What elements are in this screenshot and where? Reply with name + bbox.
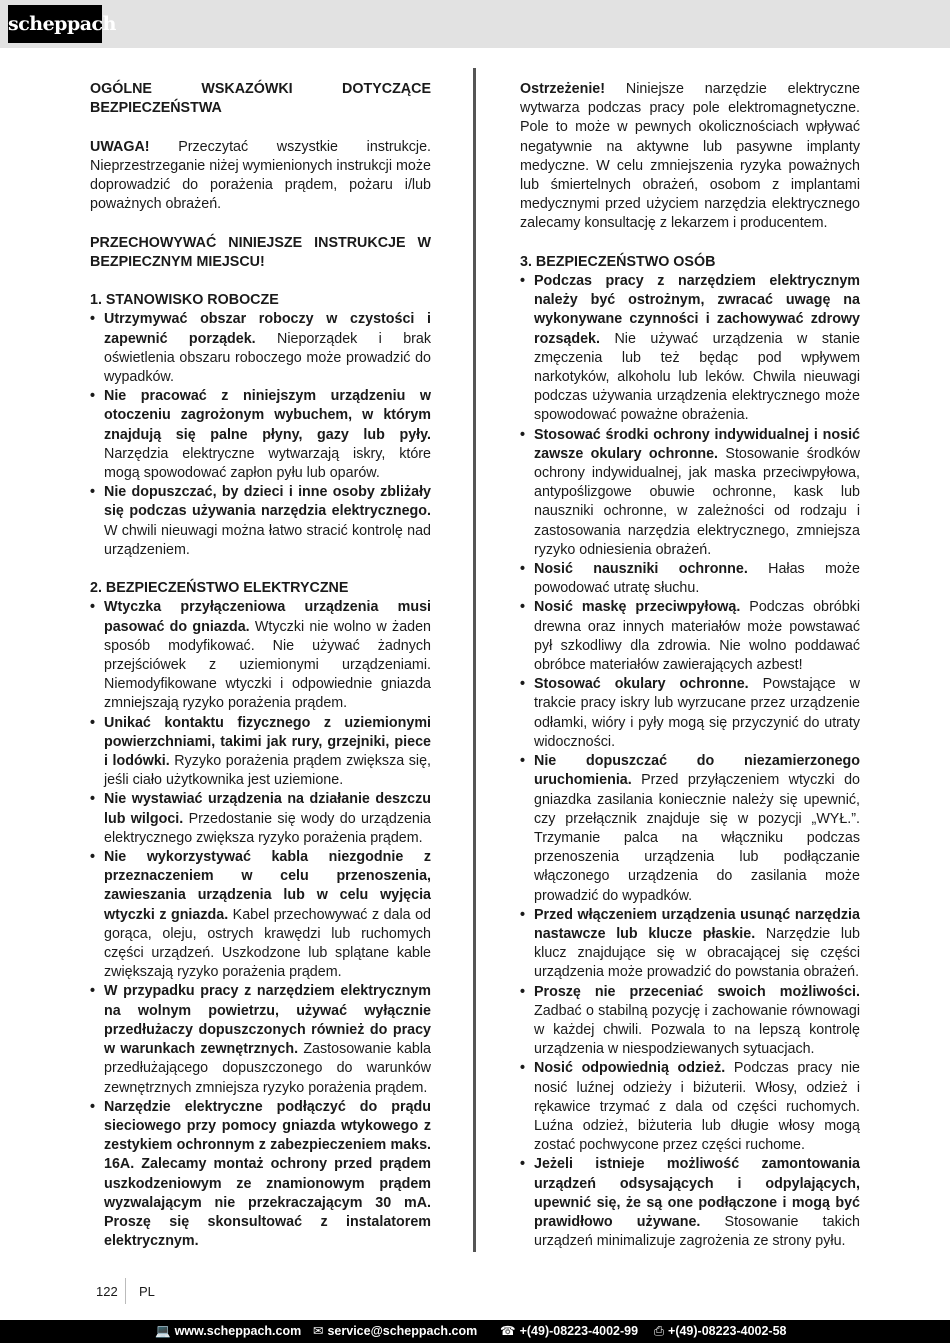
bullet-body-text: Narzędzia elektryczne wytwarzają iskry, które mogą spowodować zapłon pyłu lub oparów. — [104, 445, 431, 482]
bullet-dot: • — [520, 676, 526, 693]
language-code: PL — [139, 1284, 155, 1299]
footer-bar — [0, 1320, 950, 1343]
footer-phone — [500, 1320, 638, 1343]
section-3-title: 3. BEZPIECZEŃSTWO OSÓB — [520, 253, 716, 270]
uwaga-text: Przeczytać wszystkie instrukcje. Nieprzestrzeganie niżej wymienionych instrukcji może doprowadzić do porażenia prądem, pożaru i/lub poważnych obrażeń. — [90, 138, 431, 213]
bullet-item — [90, 1098, 431, 1252]
bullet-bold-text: Jeżeli istnieje możliwość zamontowania urządzeń odsysających i odpylających, upewnić się, że są one podłączone i mogą być prawidłowo używane. — [534, 1156, 860, 1230]
bullet-item — [90, 598, 431, 713]
bullet-body-text: Zadbać o stabilną pozycję i zachowanie równowagi w każdej chwili. Pozwala to na lepszą kontrolę urządzenia w niespodziewanych sytuacjach. — [534, 1002, 860, 1058]
bullet-bold-text: Nie wystawiać urządzenia na działanie deszczu lub wilgoci. — [104, 791, 431, 827]
bullet-item — [520, 272, 860, 426]
bullet-dot: • — [90, 714, 96, 731]
bullet-bold-text: Stosować środki ochrony indywidualnej i nosić zawsze okulary ochronne. — [534, 426, 860, 462]
bullet-body-text: Kabel przechowywać z dala od gorąca, oleju, ostrych krawędzi lub ruchomych części urządzeń. Uszkodzone lub splątane kable zwiększają ryzyko porażenia prądem. — [104, 906, 431, 981]
bullet-dot: • — [90, 983, 96, 1000]
fax-icon: ⎙ — [654, 1324, 665, 1338]
section-1-title: 1. STANOWISKO ROBOCZE — [90, 292, 279, 309]
bullet-dot: • — [520, 599, 526, 616]
keep-instructions-heading: PRZECHOWYWAĆ NINIEJSZE INSTRUKCJE W BEZPIECZNYM MIEJSCU! — [90, 234, 431, 270]
bullet-dot: • — [520, 1156, 526, 1173]
bullet-dot: • — [520, 906, 526, 923]
warning-text: Niniejsze narzędzie elektryczne wytwarza podczas pracy pole elektromagnetyczne. Pole to może w pewnych okolicznościach wpływać negatywnie na aktywne lub pasywne implanty medyczne. W celu zmniejszenia ryzyka poważnych lub śmiertelnych obrażeń, osobom z implantami medycznymi przed użyciem narzędzia elektrycznego zalecamy konsultację z lekarzem i producentem. — [520, 81, 860, 232]
bullet-item — [520, 598, 860, 675]
bullet-body-text: Powstające w trakcie pracy iskry lub wyrzucane przez urządzenie odłamki, wióry i pyły mogą się przyczynić do utraty widoczności. — [534, 676, 860, 750]
bullet-item — [520, 906, 860, 983]
bullet-bold-text: Przed włączeniem urządzenia usunąć narzędzia nastawcze lub klucze płaskie. — [534, 906, 860, 942]
bullet-bold-text: Podczas pracy z narzędziem elektrycznym należy być ostrożnym, zwracać uwagę na wykonywane czynności i zachowywać zdrowy rozsądek. — [534, 273, 860, 347]
bullet-dot: • — [520, 426, 526, 443]
section-2-title: 2. BEZPIECZEŃSTWO ELEKTRYCZNE — [90, 580, 349, 597]
bullet-bold-text: W przypadku pracy z narzędziem elektrycznym na wolnym powietrzu, używać wyłącznie przedłużaczy dopuszczonych również do pracy w warunkach zewnętrznych. — [104, 983, 431, 1058]
left-column — [90, 80, 431, 1251]
column-divider — [473, 68, 476, 1252]
envelope-icon: ✉ — [313, 1324, 324, 1338]
bullet-body-text: Nieporządek i brak oświetlenia obszaru roboczego może prowadzić do wypadków. — [104, 330, 432, 385]
bullet-bold-text: Narzędzie elektryczne podłączyć do prądu sieciowego przy pomocy gniazda wtykowego z zestykiem ochronnym z zabezpieczeniem maks. 16A. Zalecamy montaż ochrony przed prądem uszkodzeniowym ze znamionowym prądem wyzwalającym nie przekraczającym 30 mA. Proszę się skonsultować z instalatorem elektrycznym. — [104, 1098, 431, 1250]
section-3-list — [520, 272, 860, 1251]
page-number-separator — [125, 1278, 126, 1304]
bullet-body-text: Podczas pracy nie nosić luźnej odzieży i biżuterii. Włosy, odzież i rękawice trzymać z dala od części ruchomych. Luźna odzież, biżuteria lub długie włosy mogą zostać pochwycone przez części ruchome. — [534, 1060, 861, 1154]
bullet-bold-text: Utrzymywać obszar roboczy w czystości i zapewnić porządek. — [104, 311, 431, 347]
page-number: 122 — [96, 1284, 118, 1299]
computer-icon: 💻 — [155, 1324, 171, 1338]
section-1-list — [90, 310, 431, 560]
bullet-dot: • — [90, 484, 96, 501]
footer-email-text: service@scheppach.com — [327, 1324, 478, 1338]
bullet-bold-text: Nie wykorzystywać kabla niezgodnie z przeznaczeniem w celu przenoszenia, zawieszania urządzenia lub w celu wyjęcia wtyczki z gniazda. — [104, 849, 431, 923]
bullet-body-text: Ryzyko porażenia prądem zwiększa się, jeśli ciało użytkownika jest uziemione. — [104, 753, 431, 789]
bullet-dot: • — [520, 273, 526, 290]
uwaga-label: UWAGA! — [90, 138, 150, 155]
bullet-dot: • — [520, 561, 526, 578]
right-column — [520, 80, 860, 1251]
bullet-body-text: Stosowanie środków ochrony indywidualnej, jak maska przeciwpyłowa, antypoślizgowe obuwie ochronne, kask lub nauszniki ochronne, w zależności od rodzaju i zastosowania narzędzia elektrycznego, zmniejsza ryzyko odniesienia obrażeń. — [534, 445, 860, 558]
footer-fax — [654, 1320, 787, 1343]
bullet-body-text: Podczas obróbki drewna oraz innych materiałów może powstawać pył szkodliwy dla zdrowia. Nie wolno poddawać obróbce materiałów zawierających azbest! — [534, 599, 860, 674]
bullet-item — [520, 675, 860, 752]
bullet-item — [520, 560, 860, 598]
scheppach-logo: scheppach — [8, 5, 102, 43]
bullet-bold-text: Nosić maskę przeciwpyłową. — [534, 599, 741, 616]
bullet-dot: • — [520, 753, 526, 770]
bullet-bold-text: Unikać kontaktu fizycznego z uziemionymi powierzchniami, takimi jak rury, grzejniki, piece i lodówki. — [104, 714, 431, 770]
bullet-body-text: Narzędzie lub klucz znajdujące się w obracającej się części urządzenia może prowadzić do powstania obrażeń. — [534, 925, 860, 981]
section-2-list — [90, 598, 431, 1251]
warning-paragraph — [520, 80, 860, 234]
bullet-bold-text: Nie dopuszczać, by dzieci i inne osoby zbliżały się podczas używania narzędzia elektrycznego. — [104, 484, 431, 520]
bullet-bold-text: Nosić odpowiednią odzież. — [534, 1060, 726, 1077]
footer-fax-text: +(49)-08223-4002-58 — [668, 1324, 787, 1338]
bullet-item — [90, 714, 431, 791]
bullet-dot: • — [520, 983, 526, 1000]
footer-web-text: www.scheppach.com — [174, 1324, 302, 1338]
bullet-item — [90, 483, 431, 560]
bullet-item — [520, 1059, 860, 1155]
bullet-item — [90, 310, 431, 387]
bullet-body-text: W chwili nieuwagi można łatwo stracić kontrolę nad urządzeniem. — [104, 522, 431, 558]
bullet-bold-text: Nosić nauszniki ochronne. — [534, 561, 748, 578]
bullet-body-text: Nie używać urządzenia w stanie zmęczenia lub też będąc pod wpływem narkotyków, alkoholu lub leków. Chwila nieuwagi podczas używania urządzenia elektrycznego może spowodować poważne obrażenia. — [534, 330, 860, 424]
bullet-bold-text: Proszę nie przeceniać swoich możliwości. — [534, 983, 860, 1000]
bullet-body-text: Hałas może powodować utratę słuchu. — [534, 561, 860, 597]
bullet-bold-text: Nie dopuszczać do niezamierzonego uruchomienia. — [534, 753, 860, 789]
phone-icon: ☎ — [500, 1324, 516, 1338]
bullet-body-text: Wtyczki nie wolno w żaden sposób modyfikować. Nie używać żadnych przejściówek z uziemionymi urządzeniami. Niemodyfikowane wtyczki i odpowiednie gniazda zmniejszają ryzyko porażenia prądem. — [104, 618, 431, 712]
bullet-dot: • — [90, 791, 96, 808]
bullet-bold-text: Nie pracować z niniejszym urządzeniu w otoczeniu zagrożonym wybuchem, w którym znajdują się palne płyny, gazy lub pyły. — [104, 388, 431, 443]
footer-web[interactable] — [155, 1320, 301, 1343]
footer-phone-text: +(49)-08223-4002-99 — [519, 1324, 639, 1338]
bullet-body-text: Zastosowanie kabla przedłużającego dopuszczonego do warunków zewnętrznych zmniejsza ryzyko porażenia prądem. — [104, 1041, 431, 1096]
bullet-dot: • — [90, 388, 96, 405]
bullet-item — [90, 387, 431, 483]
bullet-dot: • — [520, 1060, 526, 1077]
bullet-dot: • — [90, 1098, 96, 1115]
bullet-item — [520, 1155, 860, 1251]
bullet-item — [90, 848, 431, 982]
bullet-body-text: Przedostanie się wody do urządzenia elektrycznego zwiększa ryzyko porażenia prądem. — [104, 810, 431, 846]
footer-email[interactable] — [313, 1320, 477, 1343]
uwaga-paragraph — [90, 138, 431, 215]
bullet-bold-text: Wtyczka przyłączeniowa urządzenia musi pasować do gniazda. — [104, 599, 431, 635]
bullet-body-text: Przed przyłączeniem wtyczki do gniazdka zasilania koniecznie należy się upewnić, czy przełącznik znajduje się w pozycji „WYŁ.”. Trzymanie palca na włączniku podczas przenoszenia urządzenia lub podłączanie włączonego urządzenia do zasilania może prowadzić do wypadków. — [534, 772, 860, 904]
bullet-item — [90, 790, 431, 848]
bullet-item — [90, 982, 431, 1097]
warning-label: Ostrzeżenie! — [520, 81, 606, 97]
bullet-item — [520, 426, 860, 560]
bullet-item — [520, 752, 860, 906]
general-safety-heading: OGÓLNE WSKAZÓWKI DOTYCZĄCE BEZPIECZEŃSTWA — [90, 81, 431, 117]
bullet-body-text: Stosowanie takich urządzeń minimalizuje zagrożenia ze strony pyłu. — [534, 1213, 860, 1250]
bullet-dot: • — [90, 849, 96, 866]
bullet-dot: • — [90, 599, 96, 616]
header-bar — [0, 0, 950, 48]
bullet-bold-text: Stosować okulary ochronne. — [534, 676, 749, 693]
bullet-item — [520, 983, 860, 1060]
bullet-dot: • — [90, 311, 96, 328]
